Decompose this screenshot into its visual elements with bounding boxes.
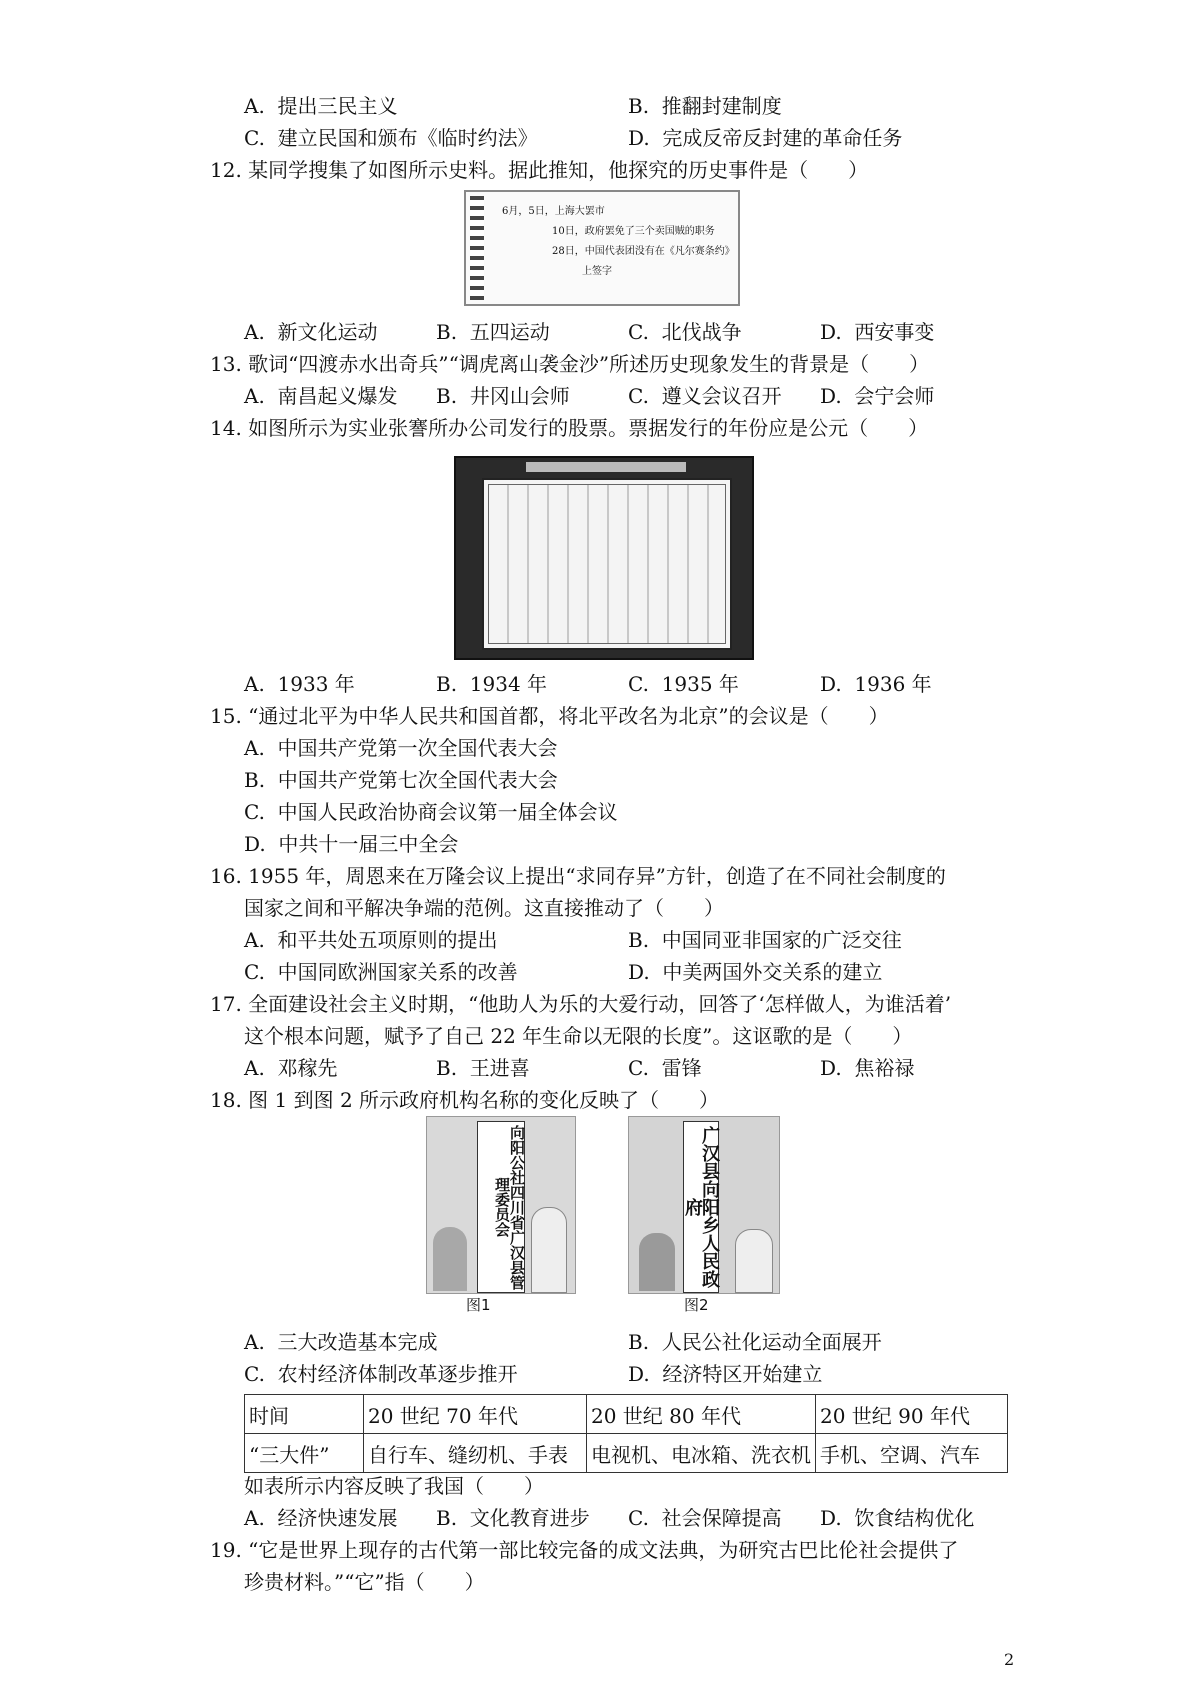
q11-option-c: C. 建立民国和颁布《临时约法》 [244,126,538,150]
q18-figure1-photo [426,1116,576,1294]
three-big-items-table [244,1394,1008,1473]
notebook-text [502,202,735,282]
note-line: 28日，中国代表团没有在《凡尔赛条约》 [552,246,735,257]
note-line: 10日，政府罢免了三个卖国贼的职务 [552,226,715,237]
q17-option-d: D. 焦裕禄 [820,1056,915,1080]
q12-notebook-image [464,190,740,306]
table-cell: 电视机、电冰箱、洗衣机 [587,1434,816,1473]
q16-option-d: D. 中美两国外交关系的建立 [628,960,883,984]
q11-option-b: B. 推翻封建制度 [628,94,782,118]
q16-stem-line1: 16. 1955 年，周恩来在万隆会议上提出“求同存异”方针，创造了在不同社会制度的 [210,864,946,888]
fig2-signboard: 广汉县向阳乡人民政府 [683,1121,719,1293]
q13-option-d: D. 会宁会师 [820,384,935,408]
q18-option-c: C. 农村经济体制改革逐步推开 [244,1362,518,1386]
q18-option-a: A. 三大改造基本完成 [244,1330,438,1354]
person-left [433,1227,467,1291]
q15-stem: 15. “通过北平为中华人民共和国首都，将北平改名为北京”的会议是（ ） [210,704,889,728]
q15-option-a: A. 中国共产党第一次全国代表大会 [244,736,558,760]
q19-stem-line1: 19. “它是世界上现存的古代第一部比较完备的成文法典，为研究古巴比伦社会提供了 [210,1538,959,1562]
q18-option-d: D. 经济特区开始建立 [628,1362,823,1386]
table-cell: 20 世纪 70 年代 [364,1395,587,1434]
q13-option-c: C. 遵义会议召开 [628,384,782,408]
note-line: 上签字 [582,266,612,277]
q15-option-b: B. 中国共产党第七次全国代表大会 [244,768,558,792]
page-number: 2 [1004,1650,1015,1669]
person-right [735,1229,773,1293]
qtable-option-d: D. 饮食结构优化 [820,1506,975,1530]
q12-option-a: A. 新文化运动 [244,320,378,344]
q12-option-d: D. 西安事变 [820,320,935,344]
table-cell: 时间 [245,1395,364,1434]
table-cell: “三大件” [245,1434,364,1473]
q14-option-a: A. 1933 年 [244,672,355,696]
q18-option-b: B. 人民公社化运动全面展开 [628,1330,882,1354]
q17-option-c: C. 雷锋 [628,1056,702,1080]
q16-option-a: A. 和平共处五项原则的提出 [244,928,498,952]
q14-stock-certificate-image [454,456,754,660]
q14-option-d: D. 1936 年 [820,672,932,696]
person-right [531,1207,567,1293]
q17-option-b: B. 王进喜 [436,1056,530,1080]
table-cell: 手机、空调、汽车 [816,1434,1008,1473]
qtable-option-b: B. 文化教育进步 [436,1506,590,1530]
q11-option-d: D. 完成反帝反封建的革命任务 [628,126,903,150]
table-cell: 自行车、缝纫机、手表 [364,1434,587,1473]
q14-stem: 14. 如图所示为实业张謇所办公司发行的股票。票据发行的年份应是公元（ ） [210,416,929,440]
q16-option-b: B. 中国同亚非国家的广泛交往 [628,928,902,952]
table-header-row [245,1395,1008,1434]
q18-figure2-photo [628,1116,780,1294]
person-left [639,1233,675,1291]
q13-option-b: B. 井冈山会师 [436,384,570,408]
q13-option-a: A. 南昌起义爆发 [244,384,398,408]
q17-stem-line2: 这个根本问题，赋予了自己 22 年生命以无限的长度”。这讴歌的是（ ） [244,1024,913,1048]
q14-option-c: C. 1935 年 [628,672,739,696]
qtable-option-a: A. 经济快速发展 [244,1506,398,1530]
q16-option-c: C. 中国同欧洲国家关系的改善 [244,960,518,984]
fig1-caption: 图1 [466,1296,491,1314]
fig1-signboard: 向阳公社四川省广汉县管理委员会 [477,1121,525,1293]
fig2-caption: 图2 [684,1296,709,1314]
spiral-binding [470,196,484,300]
table-cell: 20 世纪 90 年代 [816,1395,1008,1434]
q15-option-c: C. 中国人民政治协商会议第一届全体会议 [244,800,618,824]
note-line: 6月，5日，上海大罢市 [502,206,605,217]
qtable-option-c: C. 社会保障提高 [628,1506,782,1530]
qtable-stem: 如表所示内容反映了我国（ ） [244,1474,544,1498]
q12-option-b: B. 五四运动 [436,320,550,344]
table-row [245,1434,1008,1473]
q17-option-a: A. 邓稼先 [244,1056,338,1080]
q16-stem-line2: 国家之间和平解决争端的范例。这直接推动了（ ） [244,896,724,920]
q13-stem: 13. 歌词“四渡赤水出奇兵”“调虎离山袭金沙”所述历史现象发生的背景是（ ） [210,352,930,376]
q12-option-c: C. 北伐战争 [628,320,742,344]
q17-stem-line1: 17. 全面建设社会主义时期，“他助人为乐的大爱行动，回答了‘怎样做人，为谁活着’ [210,992,952,1016]
q15-option-d: D. 中共十一届三中全会 [244,832,459,856]
q19-stem-line2: 珍贵材料。”“它”指（ ） [244,1570,485,1594]
q14-option-b: B. 1934 年 [436,672,548,696]
q12-stem: 12. 某同学搜集了如图所示史料。据此推知，他探究的历史事件是（ ） [210,158,869,182]
q18-stem: 18. 图 1 到图 2 所示政府机构名称的变化反映了（ ） [210,1088,720,1112]
q11-option-a: A. 提出三民主义 [244,94,398,118]
table-cell: 20 世纪 80 年代 [587,1395,816,1434]
